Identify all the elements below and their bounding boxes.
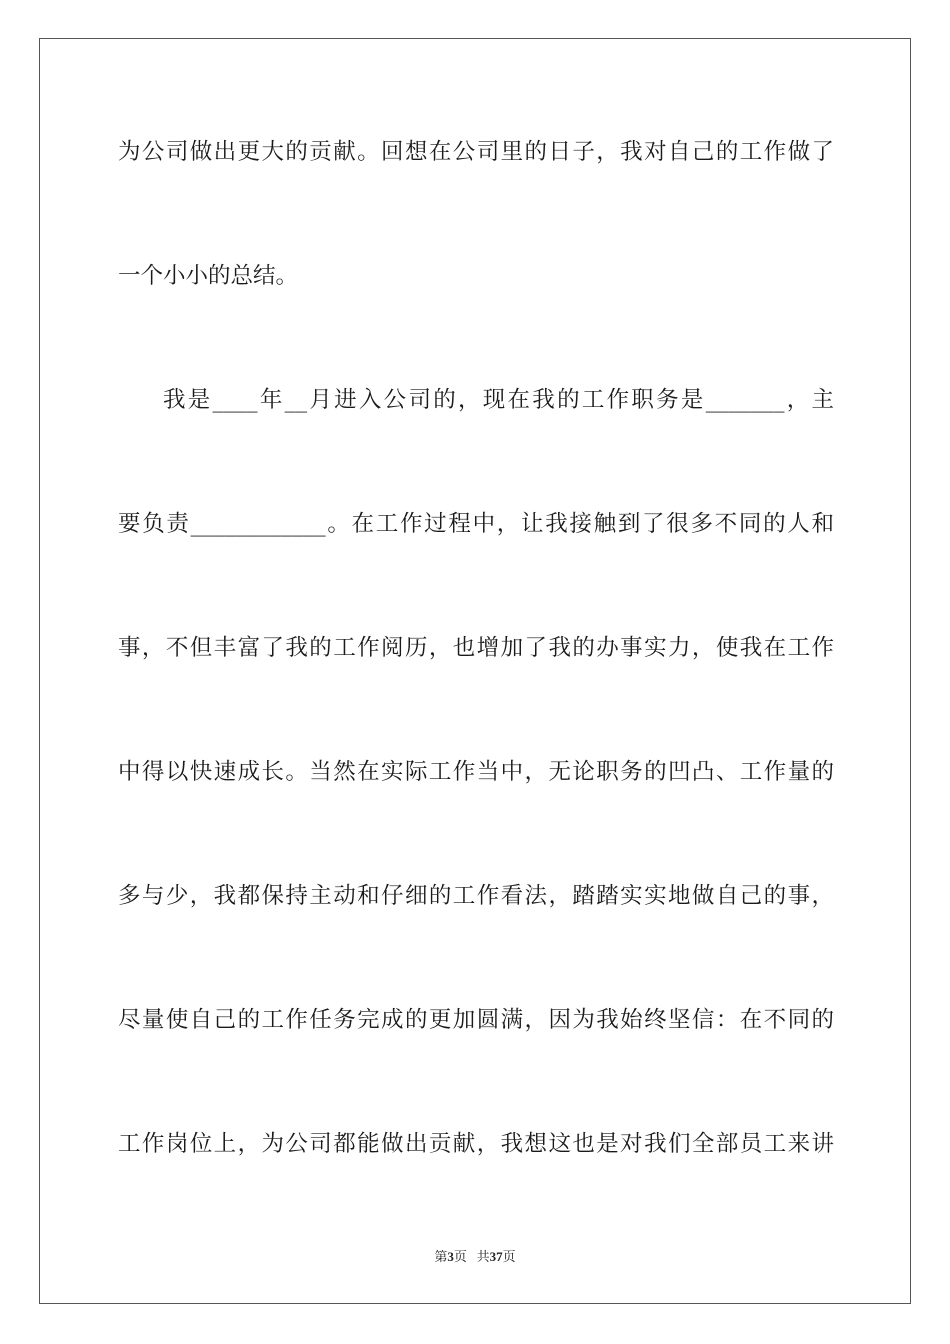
body-line-5: 事，不但丰富了我的工作阅历，也增加了我的办事实力，使我在工作 xyxy=(118,635,834,661)
page-footer xyxy=(0,1246,950,1265)
body-line-3: 我是____年__月进入公司的，现在我的工作职务是_______，主 xyxy=(163,387,834,413)
page-suffix: 页 xyxy=(453,1249,467,1264)
body-line-7: 多与少，我都保持主动和仔细的工作看法，踏踏实实地做自己的事， xyxy=(118,883,834,909)
total-prefix: 共 xyxy=(476,1249,490,1264)
body-line-6: 中得以快速成长。当然在实际工作当中，无论职务的凹凸、工作量的 xyxy=(118,759,834,785)
body-line-8: 尽量使自己的工作任务完成的更加圆满，因为我始终坚信：在不同的 xyxy=(118,1007,834,1033)
page-number: 3 xyxy=(447,1249,454,1264)
total-suffix: 页 xyxy=(502,1249,516,1264)
page-border xyxy=(39,38,911,1304)
body-line-9: 工作岗位上，为公司都能做出贡献，我想这也是对我们全部员工来讲 xyxy=(118,1131,834,1157)
total-pages: 37 xyxy=(489,1249,503,1264)
body-line-4: 要负责____________。在工作过程中，让我接触到了很多不同的人和 xyxy=(118,511,834,537)
body-line-2: 一个小小的总结。 xyxy=(118,263,299,289)
body-line-1: 为公司做出更大的贡献。回想在公司里的日子，我对自己的工作做了 xyxy=(118,139,834,165)
page-prefix: 第 xyxy=(434,1249,448,1264)
